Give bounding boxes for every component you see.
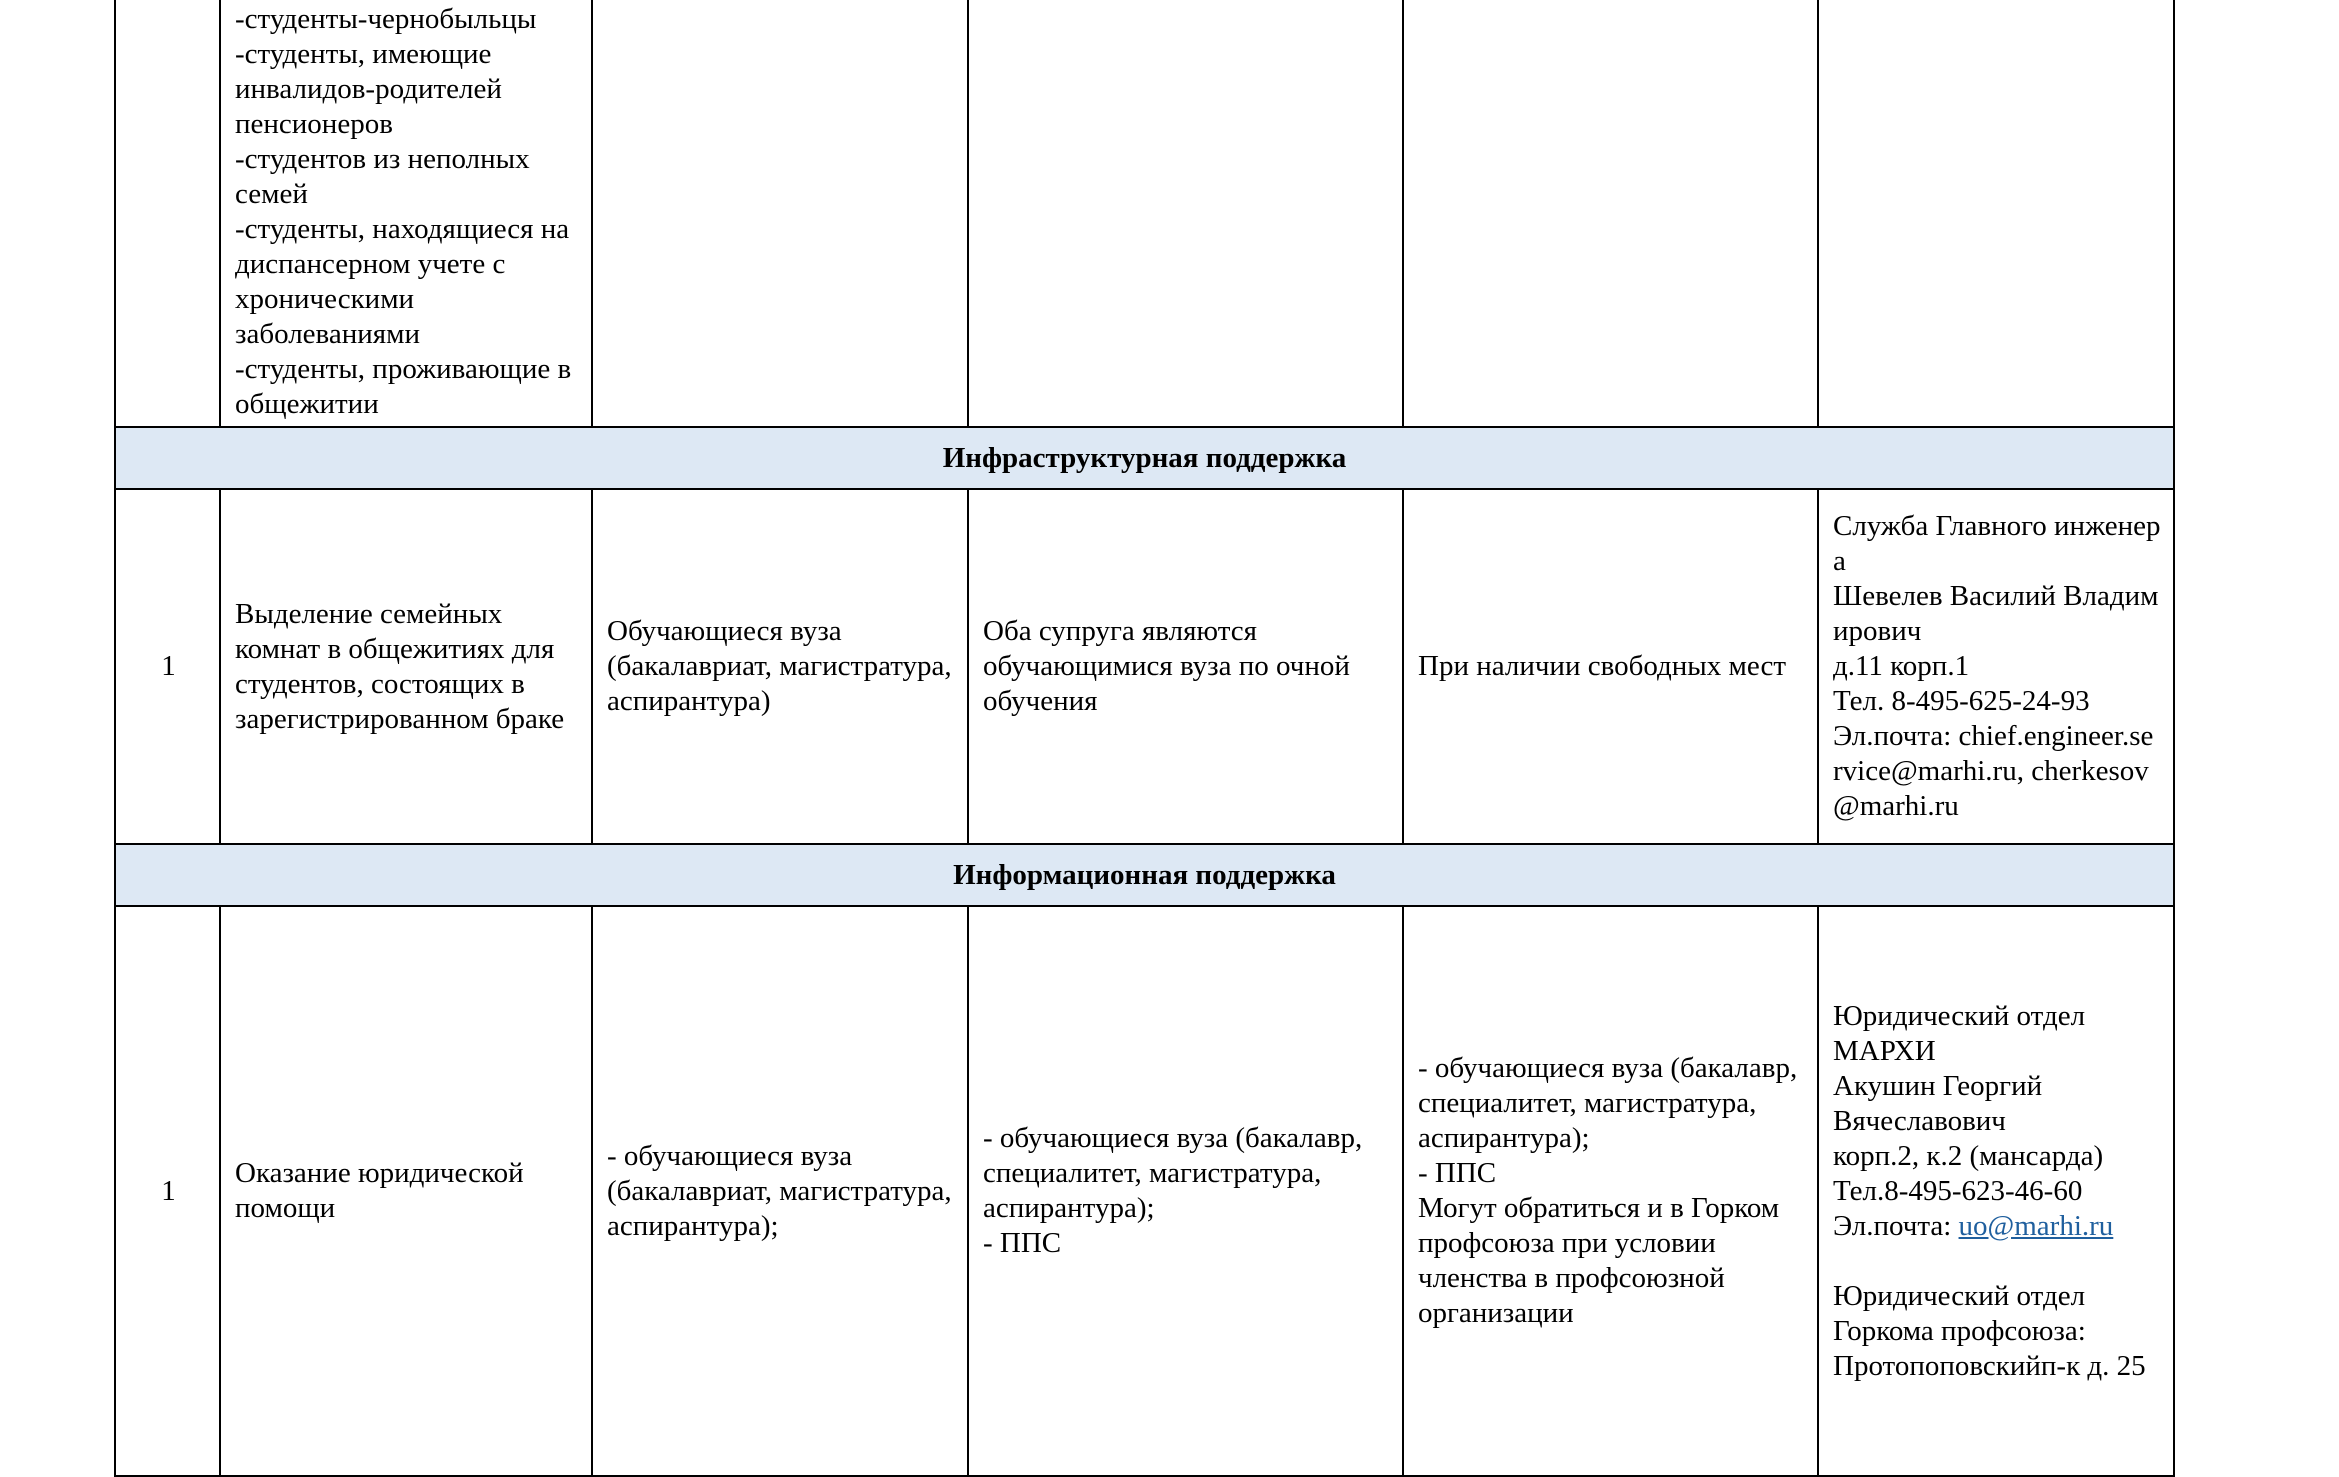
- recipients-text: Обучающиеся вуза (бакалавриат, магистратура, аспирантура): [607, 615, 952, 717]
- spacer: [1833, 1244, 2161, 1279]
- conditions-text: Оба супруга являются обучающимися вуза по очной обучения: [983, 615, 1350, 717]
- contacts-cell: [1818, 906, 2174, 1476]
- section-title: Информационная поддержка: [115, 844, 2174, 906]
- recipients-cell: [592, 489, 968, 844]
- cell-category-list: [220, 0, 592, 427]
- notes-cell: [1403, 489, 1818, 844]
- contacts-text-union: Юридический отдел Горкома профсоюза: Протопоповскийп-к д. 25: [1833, 1279, 2146, 1382]
- cell-number: [115, 0, 220, 427]
- email-label: Эл.почта:: [1833, 1209, 1959, 1242]
- row-number: 1: [115, 906, 220, 1476]
- row-number: 1: [115, 489, 220, 844]
- notes-cell: [1403, 906, 1818, 1476]
- notes-text: При наличии свободных мест: [1418, 650, 1787, 682]
- conditions-cell: [968, 906, 1403, 1476]
- table-row-continuation: [115, 0, 2174, 427]
- email-link[interactable]: uo@marhi.ru: [1958, 1209, 2114, 1242]
- cell-notes: [1403, 0, 1818, 427]
- contacts-cell: [1818, 489, 2174, 844]
- notes-text: - обучающиеся вуза (бакалавр, специалитет, магистратура, аспирантура); - ППС Могут обратиться и в Горком профсоюза при условии членства в профсоюзной организации: [1418, 1052, 1798, 1329]
- email-line: [1833, 1209, 2161, 1244]
- table-row: [115, 906, 2174, 1476]
- conditions-cell: [968, 489, 1403, 844]
- cell-recipients: [592, 0, 968, 427]
- support-measures-table: [114, 0, 2175, 1477]
- contacts-text-main: Юридический отдел МАРХИ Акушин Георгий Вячеславович корп.2, к.2 (мансарда) Тел.8-495-623-46-60: [1833, 999, 2104, 1207]
- recipients-cell: [592, 906, 968, 1476]
- table-row: [115, 489, 2174, 844]
- section-title: Инфраструктурная поддержка: [115, 427, 2174, 489]
- contacts-text: Служба Главного инженера Шевелев Василий Владимирович д.11 корп.1 Тел. 8-495-625-24-93 Эл.почта: chief.engineer.service@marhi.ru, cherkesov @marhi.ru: [1833, 510, 2161, 822]
- measure-text: Выделение семейных комнат в общежитиях для студентов, состоящих в зарегистрированном браке: [235, 597, 565, 735]
- recipients-text: - обучающиеся вуза (бакалавриат, магистратура, аспирантура);: [607, 1139, 952, 1242]
- cell-contacts: [1818, 0, 2174, 427]
- measure-cell: [220, 489, 592, 844]
- section-header-infrastructure: [115, 427, 2174, 489]
- cell-conditions: [968, 0, 1403, 427]
- section-header-information: [115, 844, 2174, 906]
- category-list-text: -студенты-чернобыльцы -студенты, имеющие инвалидов-родителей пенсионеров -студентов из неполных семей -студенты, находящиеся на диспансерном учете с хроническими заболеваниями -студенты, проживающие в общежитии: [235, 3, 572, 420]
- conditions-text: - обучающиеся вуза (бакалавр, специалитет, магистратура, аспирантура); - ППС: [983, 1122, 1363, 1259]
- measure-cell: [220, 906, 592, 1476]
- measure-text: Оказание юридической помощи: [235, 1157, 524, 1224]
